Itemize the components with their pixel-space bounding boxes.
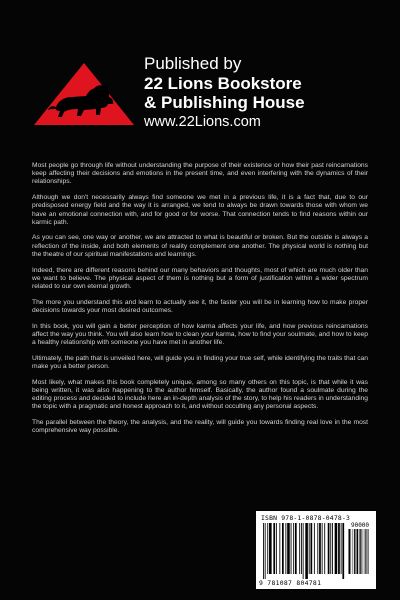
blurb-paragraph: The more you understand this and learn to actually see it, the faster you will be in learning how to make proper decisions towards your most desired outcomes. bbox=[32, 298, 368, 314]
ean-number: 9 781087 804781 bbox=[259, 579, 322, 587]
barcode-bar bbox=[322, 523, 323, 574]
publisher-name-line1: 22 Lions Bookstore bbox=[144, 73, 302, 93]
barcode-bar bbox=[299, 523, 300, 574]
publisher-block bbox=[30, 52, 370, 132]
barcode-bar bbox=[324, 523, 325, 574]
barcode-bar bbox=[360, 529, 361, 574]
barcode-bar bbox=[269, 523, 272, 574]
barcode-bar bbox=[295, 523, 297, 574]
publisher-name-line2: & Publishing House bbox=[144, 93, 305, 113]
barcode-bar bbox=[314, 523, 315, 574]
barcode-bar bbox=[291, 523, 292, 574]
barcode-bar bbox=[368, 529, 369, 574]
blurb-paragraph: The parallel between the theory, the analysis, and the reality, will guide you towards finding real love in the most comprehensive way possible. bbox=[32, 418, 368, 435]
barcode-bar bbox=[328, 523, 330, 574]
barcode-bar bbox=[335, 523, 338, 574]
barcode-bar bbox=[357, 529, 359, 574]
barcode-bar bbox=[332, 523, 333, 574]
barcode-bar bbox=[348, 529, 349, 574]
barcode-bar bbox=[365, 529, 366, 574]
barcode-bar bbox=[305, 523, 308, 579]
barcode-bar bbox=[342, 523, 344, 579]
blurb-paragraph: Indeed, there are different reasons behind our many behaviors and thoughts, most of which are much older than we want to believe. The physical aspect of them is nothing but a form of justification within a wider spectrum related to our own eternal growth. bbox=[32, 266, 368, 290]
ean-barcode-bars bbox=[263, 523, 345, 579]
barcode-bar bbox=[265, 523, 266, 579]
barcode-bar bbox=[330, 523, 331, 574]
lion-triangle-logo-icon bbox=[34, 63, 134, 125]
barcode-bar bbox=[354, 529, 355, 574]
barcode-bar bbox=[364, 529, 365, 574]
blurb-paragraph: In this book, you will gain a better perception of how karma affects your life, and how previous reincarnations affect the way you think. You will also learn how to clean your karma, how to find your soulmate, and how to keep a healthy relationship with someone you have met in another life. bbox=[32, 322, 368, 346]
barcode-bar bbox=[285, 523, 286, 574]
barcode-bar bbox=[276, 523, 277, 574]
isbn-barcode bbox=[256, 511, 376, 589]
isbn-number: ISBN 978-1-0878-0478-3 bbox=[261, 514, 351, 522]
barcode-bar bbox=[359, 529, 360, 574]
barcode-bar bbox=[351, 529, 352, 574]
blurb-paragraph: Most likely, what makes this book completely unique, among so many others on this topic, is that while it was being written, it was also happening to the author himself. Basically, the author found a soulmate during the editing process and decided to include here an in-depth analysis of the story, to help his readers in understanding the topic with a pragmatic and honest approach to it, and without occulting any personal aspects. bbox=[32, 378, 368, 411]
barcode-bar bbox=[309, 523, 310, 574]
barcode-bar bbox=[356, 529, 357, 574]
addon-barcode-bars bbox=[348, 529, 372, 579]
barcode-bar bbox=[267, 523, 268, 574]
barcode-bar bbox=[362, 529, 363, 574]
barcode-bar bbox=[349, 529, 350, 574]
blurb-text bbox=[32, 162, 368, 443]
barcode-bar bbox=[303, 523, 304, 579]
barcode-bar bbox=[273, 523, 275, 574]
published-by-label: Published by bbox=[144, 54, 242, 73]
publisher-website[interactable]: www.22Lions.com bbox=[144, 113, 261, 130]
barcode-bar bbox=[353, 529, 354, 574]
barcode-bar bbox=[287, 523, 290, 574]
barcode-bar bbox=[293, 523, 294, 574]
barcode-bar bbox=[367, 529, 368, 574]
barcode-bar bbox=[263, 523, 264, 579]
publisher-text bbox=[144, 54, 374, 130]
barcode-bar bbox=[279, 523, 280, 574]
barcode-bar bbox=[317, 523, 318, 574]
barcode-bar bbox=[338, 523, 340, 574]
barcode-bar bbox=[282, 523, 284, 574]
barcode-addon-number: 90000 bbox=[350, 522, 370, 529]
barcode-bar bbox=[301, 523, 302, 574]
blurb-paragraph: Ultimately, the path that is unveiled here, will guide you in finding your true self, while identifying the traits that can make you a better person. bbox=[32, 354, 368, 370]
barcode-bar bbox=[319, 523, 321, 574]
blurb-paragraph: Although we don't necessarily always find someone we met in a previous life, it is a fact that, due to our predisposed energy field and the way it is arranged, we tend to always be drawn towards those with whom we have an emotional connection with, and for good or for worse. That connection tends to find reasons within our karmic path. bbox=[32, 194, 368, 226]
barcode-bar bbox=[310, 523, 312, 574]
barcode-bar bbox=[341, 523, 342, 574]
blurb-paragraph: Most people go through life without understanding the purpose of their existence or how their past reincarnations keep affecting their decisions and emotions in the present time, and even interfering with the dynamics of their relationships. bbox=[32, 162, 368, 186]
blurb-paragraph: As you can see, one way or another, we are attracted to what is beautiful or broken. But the outside is always a reflection of the inside, and both elements of reality complement one another. The physical world is nothing but the theatre of our spiritual manifestations and learnings. bbox=[32, 234, 368, 258]
